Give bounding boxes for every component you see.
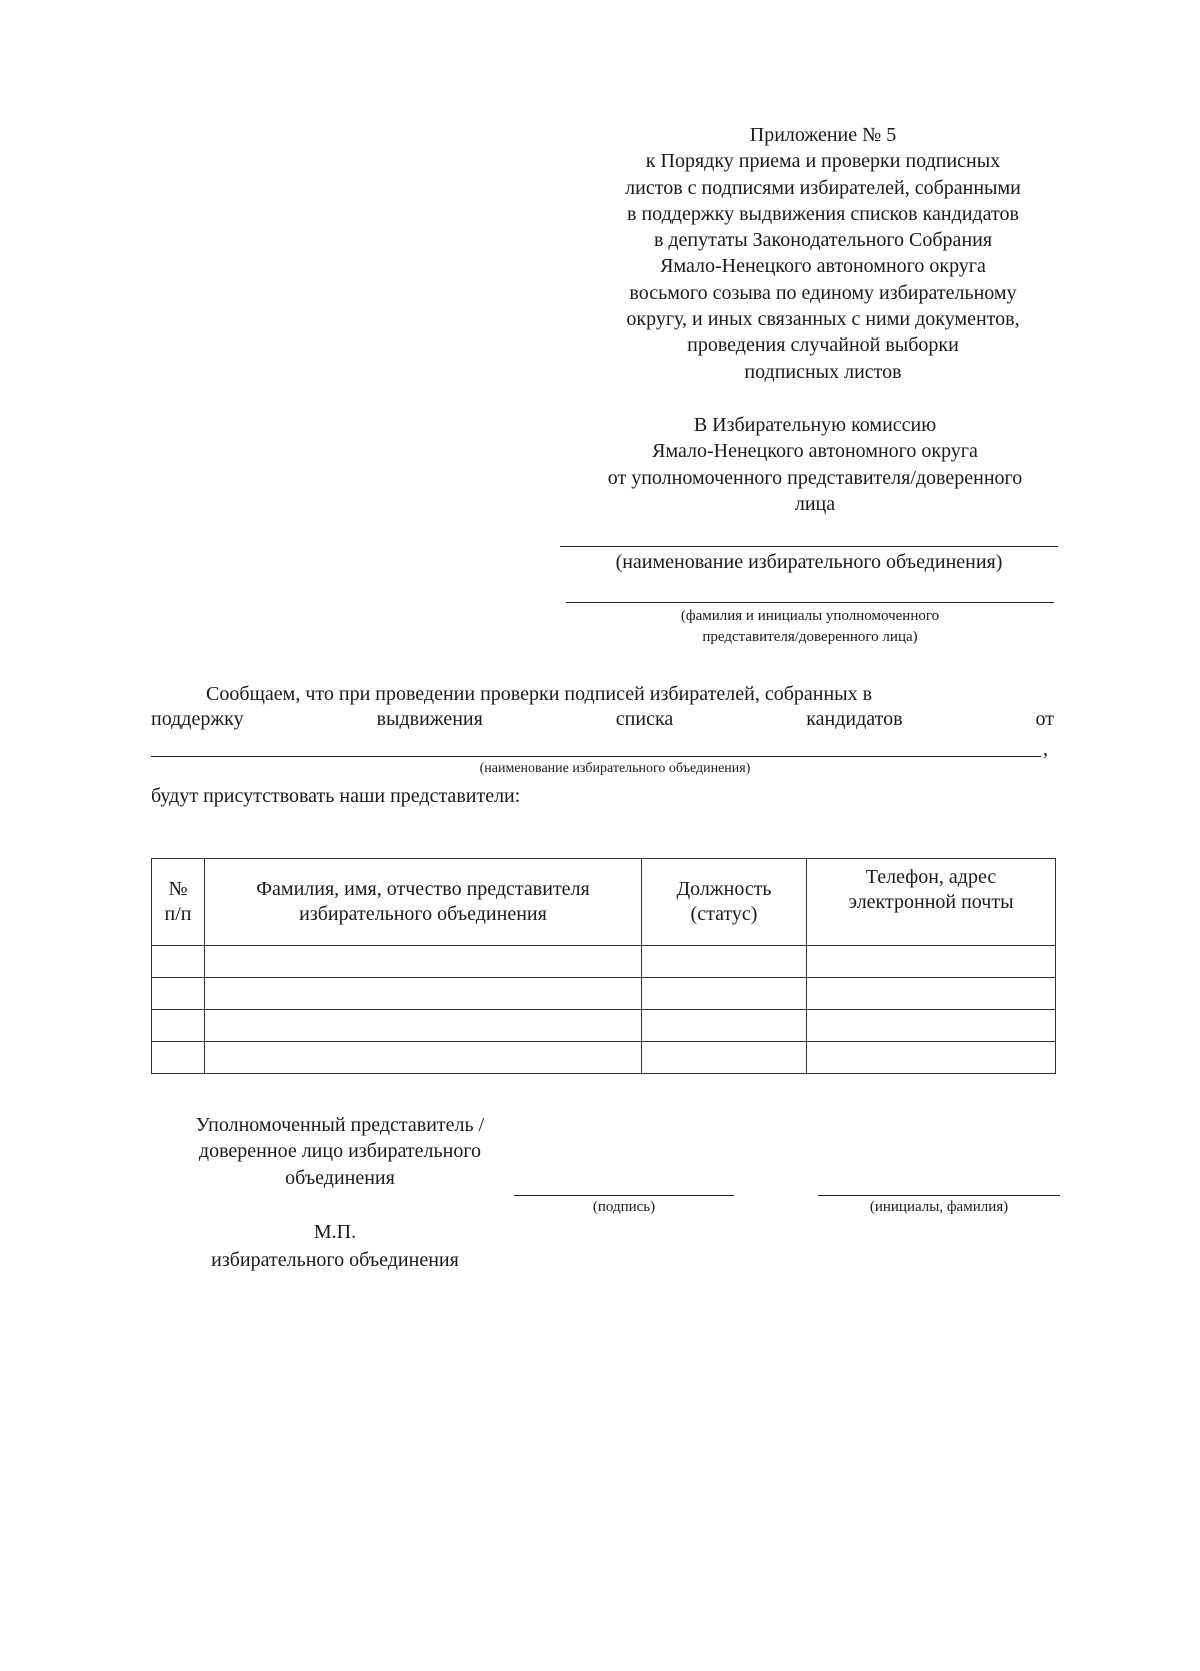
header-name-line: Фамилия, имя, отчество представителя — [256, 878, 590, 900]
header-contact-line: Телефон, адрес — [865, 866, 997, 888]
appendix-line: в депутаты Законодательного Собрания — [653, 229, 993, 252]
signature-caption: (подпись) — [592, 1199, 656, 1215]
appendix-line: проведения случайной выборки — [687, 334, 959, 357]
notice-word: поддержку — [151, 708, 244, 730]
notice-word: списка — [615, 708, 674, 730]
table-cell[interactable] — [152, 1010, 205, 1042]
table-cell[interactable] — [205, 978, 642, 1010]
appendix-line: восьмого созыва по единому избирательному — [629, 281, 1017, 304]
header-contact-line: электронной почты — [848, 891, 1014, 913]
table-cell[interactable] — [807, 978, 1056, 1010]
addressee-line: В Избирательную комиссию — [693, 414, 937, 436]
appendix-line: листов с подписями избирателей, собранными — [625, 176, 1021, 199]
table-cell[interactable] — [205, 1010, 642, 1042]
header-name-line: избирательного объединения — [299, 903, 547, 925]
notice-association-fill-line[interactable] — [151, 756, 1041, 757]
signatory-title-line: объединения — [285, 1166, 395, 1189]
appendix-line: Ямало-Ненецкого автономного округа — [660, 255, 986, 278]
table-cell[interactable] — [642, 1042, 807, 1074]
table-row — [152, 946, 1056, 978]
addressee-line: лица — [794, 492, 836, 515]
appendix-line: подписных листов — [744, 360, 902, 383]
header-num — [152, 859, 205, 946]
header-position — [642, 859, 807, 946]
addressee-line: от уполномоченного представителя/доверенного — [607, 466, 1023, 489]
notice-line-2 — [151, 708, 1054, 731]
table-row — [152, 1010, 1056, 1042]
header-num-line: п/п — [164, 903, 192, 925]
table-cell[interactable] — [642, 946, 807, 978]
representative-caption-line: (фамилия и инициалы уполномоченного — [680, 608, 940, 624]
appendix-line: Приложение № 5 — [749, 124, 897, 146]
addressee-line: Ямало-Ненецкого автономного округа — [652, 440, 978, 463]
table-header-row — [152, 859, 1056, 946]
header-num-line: № — [168, 878, 188, 900]
notice-line-3: будут присутствовать наши представители: — [151, 785, 521, 807]
representative-caption-line: представителя/доверенного лица) — [702, 629, 918, 645]
appendix-line: к Порядку приема и проверки подписных — [645, 150, 1001, 173]
table-row — [152, 978, 1056, 1010]
table-cell[interactable] — [642, 1010, 807, 1042]
table-cell[interactable] — [205, 946, 642, 978]
appendix-line: округу, и иных связанных с ними документов, — [626, 308, 1020, 331]
header-position-line: (статус) — [690, 903, 758, 925]
signatory-title-line: доверенное лицо избирательного — [198, 1140, 482, 1163]
representative-caption — [566, 606, 1054, 648]
name-caption: (инициалы, фамилия) — [869, 1199, 1009, 1215]
signatory-title — [150, 1112, 530, 1191]
representatives-table — [151, 858, 1056, 1074]
notice-word: кандидатов — [806, 708, 903, 730]
table-cell[interactable] — [152, 978, 205, 1010]
stamp-place — [160, 1218, 510, 1274]
notice-fill-comma: , — [1043, 738, 1048, 760]
addressee-block — [560, 412, 1070, 517]
table-cell[interactable] — [807, 1042, 1056, 1074]
table-cell[interactable] — [807, 1010, 1056, 1042]
name-fill-line[interactable] — [818, 1195, 1060, 1196]
table-cell[interactable] — [152, 1042, 205, 1074]
notice-line-1: Сообщаем, что при проведении проверки подписей избирателей, собранных в — [206, 683, 873, 705]
association-fill-line[interactable] — [560, 546, 1058, 547]
appendix-line: в поддержку выдвижения списков кандидатов — [627, 202, 1019, 225]
table-row — [152, 1042, 1056, 1074]
appendix-header — [588, 122, 1058, 385]
notice-word: от — [1035, 708, 1054, 730]
table-cell[interactable] — [152, 946, 205, 978]
signature-fill-line[interactable] — [514, 1195, 734, 1196]
table-cell[interactable] — [807, 946, 1056, 978]
stamp-line: избирательного объединения — [211, 1249, 459, 1271]
association-caption: (наименование избирательного объединения) — [615, 551, 1003, 573]
notice-word: выдвижения — [376, 708, 483, 730]
notice-fill-caption: (наименование избирательного объединения) — [479, 761, 751, 776]
representative-fill-line[interactable] — [566, 602, 1054, 603]
stamp-line: М.П. — [313, 1221, 357, 1243]
header-name — [205, 859, 642, 946]
table-cell[interactable] — [205, 1042, 642, 1074]
signatory-title-line: Уполномоченный представитель / — [195, 1114, 485, 1136]
table-cell[interactable] — [642, 978, 807, 1010]
header-position-line: Должность — [676, 878, 772, 900]
header-contact — [807, 859, 1056, 946]
